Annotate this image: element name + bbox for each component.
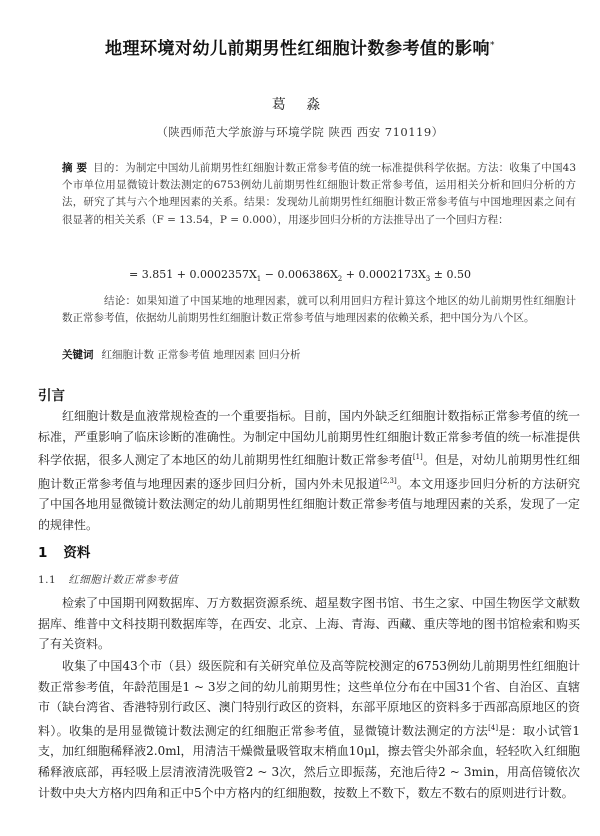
abstract-label: 摘 要 xyxy=(62,162,88,174)
citation-1: [1] xyxy=(412,453,423,462)
title-footnote-mark: * xyxy=(490,40,495,51)
author-affiliation: （陕西师范大学旅游与环境学院 陕西 西安 710119） xyxy=(156,125,444,139)
intro-text-a: 红细胞计数是血液常规检查的一个重要指标。目前，国内外缺乏红细胞计数指标正常参考值的统一标准，严重影响了临床诊断的准确性。为制定中国幼儿前期男性红细胞计数正常参考值的统一标准提供科学依据，很多人测定了本地区的幼儿前期男性红细胞计数正常参考值 xyxy=(38,409,580,468)
paragraph-introduction xyxy=(38,406,580,536)
collection-text-a: 收集了中国43个市（县）级医院和有关研究单位及高等院校测定的6753例幼儿前期男性红细胞计数正常参考值，年龄范围是1 ~ 3岁之间的幼儿前期男性；这些单位分布在中国31个省、自治区、直辖市（缺台湾省、香港特别行政区、澳门特别行政区的资料，东部平原地区的资料多于西部高原地区的资料）。收集的是用显微镜计数法测定的红细胞正常参考值，显微镜计数法测定的方法 xyxy=(38,659,580,738)
intro-text-b: 。但是，对幼儿前期男性红细胞计数正常参考值与地理因素的逐步回归分析，国内外未见报道 xyxy=(38,453,580,491)
citation-4: [4] xyxy=(488,723,499,732)
eq-sub-2: 2 xyxy=(337,275,343,284)
section-heading-introduction: 引言 xyxy=(38,388,65,404)
paragraph-retrieval: 检索了中国期刊网数据库、万方数据资源系统、超星数字图书馆、书生之家、中国生物医学文献数据库、维普中文科技期刊数据库等，在西安、北京、上海、青海、西藏、重庆等地的图书馆检索和购买了有关资料。 xyxy=(38,596,580,652)
section-label: 资料 xyxy=(63,545,91,561)
eq-part-3: + 0.0002173X xyxy=(342,268,426,281)
eq-part-1: = 3.851 + 0.0002357X xyxy=(129,268,257,281)
paper-title xyxy=(0,34,600,59)
author-name: 葛 淼 xyxy=(271,97,329,113)
abstract-conclusion: 结论：如果知道了中国某地的地理因素，就可以利用回归方程计算这个地区的幼儿前期男性红细胞计数正常参考值，依据幼儿前期男性红细胞计数正常参考值与地理因素的依赖关系，把中国分为八个区。 xyxy=(62,295,576,325)
abstract xyxy=(62,160,576,229)
section-number: 1 xyxy=(38,545,48,561)
subsection-heading xyxy=(38,572,178,587)
abstract-text: 目的：为制定中国幼儿前期男性红细胞计数正常参考值的统一标准提供科学依据。方法：收集了中国43个市单位用显微镜计数法测定的6753例幼儿前期男性红细胞计数正常参考值，运用相关分析和回归分析的方法，研究了其与六个地理因素的关系。结果：发现幼儿前期男性红细胞计数正常参考值与中国地理因素之间有很显著的相关关系（F = 13.54，P = 0.000），用逐步回归分析的方法推导出了一个回归方程： xyxy=(62,162,577,226)
eq-part-4: ± 0.50 xyxy=(430,268,471,281)
section-heading-data xyxy=(38,541,90,561)
keywords-text: 红细胞计数 正常参考值 地理因素 回归分析 xyxy=(101,349,301,361)
eq-part-2: − 0.006386X xyxy=(261,268,338,281)
subsection-number: 1.1 xyxy=(38,574,57,586)
eq-sub-1: 1 xyxy=(256,275,262,284)
subsection-label: 红细胞计数正常参考值 xyxy=(68,574,179,586)
regression-equation xyxy=(0,268,600,283)
paragraph-collection xyxy=(38,656,580,803)
collection-text-b: 是：取小试管1支，加红细胞稀释液2.0ml，用清洁干燥微量吸管取末梢血10μl，擦去管尖外部余血，轻轻吹入红细胞稀释液底部，再轻吸上层清液清洗吸管2 ~ 3次，然后立即振荡，充池后待2 ~ 3min，用高倍镜依次计数中央大方格内四角和正中5个中方格内的红细胞数，按数上不数下，数左不数右的原则进行计数。 xyxy=(38,723,580,800)
paper-title-text: 地理环境对幼儿前期男性红细胞计数参考值的影响 xyxy=(105,39,490,59)
citation-2: [2,3] xyxy=(380,476,397,485)
intro-text-c: 。本文用逐步回归分析的方法研究了中国各地用显微镜计数法测定的幼儿前期男性红细胞计数正常参考值与地理因素的关系，发现了一定的规律性。 xyxy=(38,476,580,532)
eq-sub-3: 3 xyxy=(425,275,431,284)
keywords xyxy=(62,347,576,362)
keywords-label: 关键词 xyxy=(62,349,94,361)
